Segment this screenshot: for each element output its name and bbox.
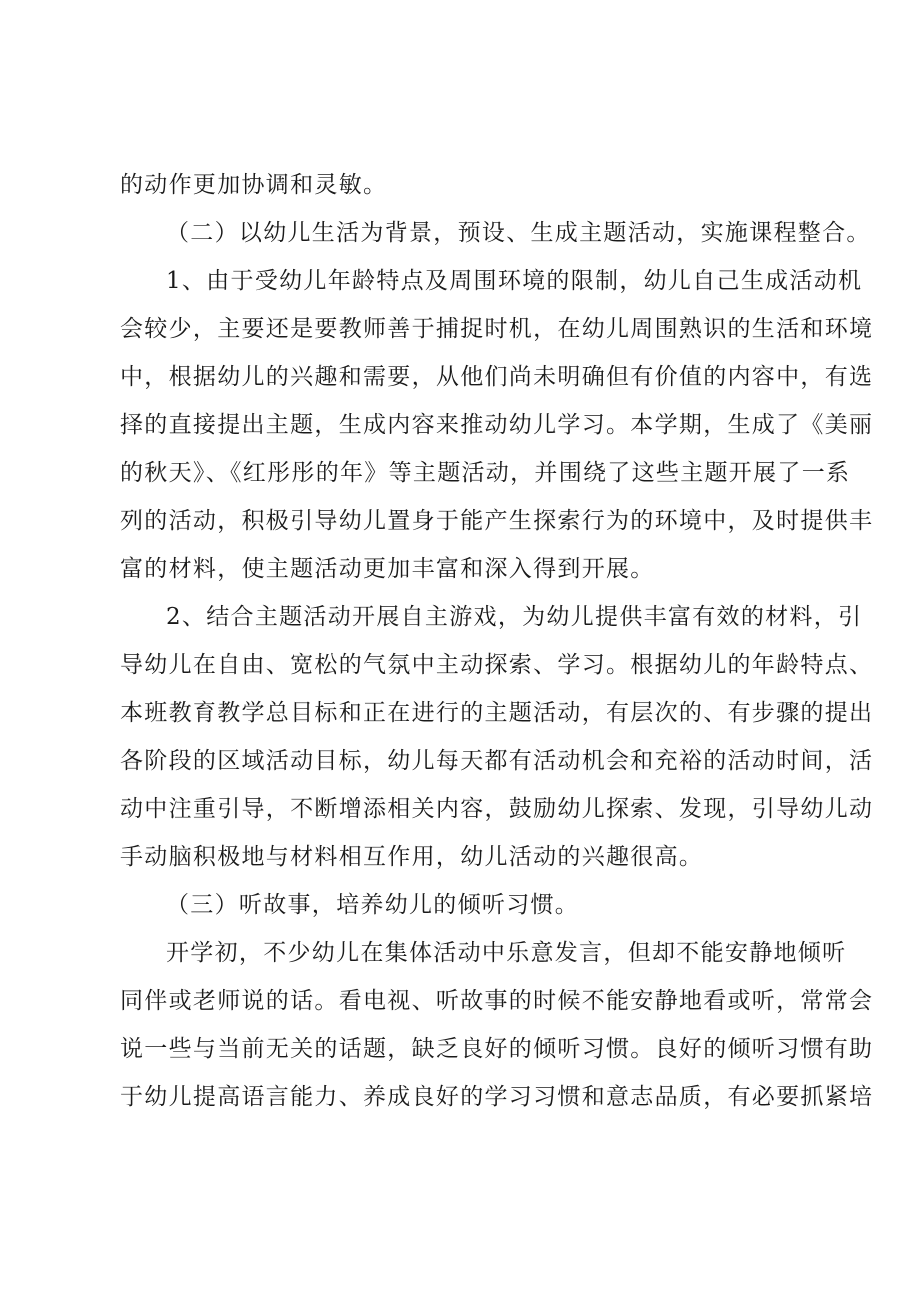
text-line: 择的直接提出主题，生成内容来推动幼儿学习。本学期，生成了《美丽 [120,412,874,438]
text-line: 的动作更加协调和灵敏。 [120,172,388,198]
section-heading: （三）听故事，培养幼儿的倾听习惯。 [166,892,580,918]
text-line: 会较少，主要还是要教师善于捕捉时机，在幼儿周围熟识的生活和环境 [120,316,874,342]
text-line: 富的材料，使主题活动更加丰富和深入得到开展。 [120,556,655,582]
text-line: 1、由于受幼儿年龄特点及周围环境的限制，幼儿自己生成活动机 [166,268,863,294]
text-line: 各阶段的区域活动目标，幼儿每天都有活动机会和充裕的活动时间，活 [120,748,874,774]
text-line: 2、结合主题活动开展自主游戏，为幼儿提供丰富有效的材料，引 [166,604,863,630]
text-line: 导幼儿在自由、宽松的气氛中主动探索、学习。根据幼儿的年龄特点、 [120,652,874,678]
text-line: 的秋天》、《红彤彤的年》等主题活动，并围绕了这些主题开展了一系 [120,460,851,486]
text-line: 手动脑积极地与材料相互作用，幼儿活动的兴趣很高。 [120,844,704,870]
text-line: 本班教育教学总目标和正在进行的主题活动，有层次的、有步骤的提出 [120,700,874,726]
text-line: 列的活动，积极引导幼儿置身于能产生探索行为的环境中，及时提供丰 [120,508,874,534]
text-line: 于幼儿提高语言能力、养成良好的学习习惯和意志品质，有必要抓紧培 [120,1084,874,1110]
text-line: 说一些与当前无关的话题，缺乏良好的倾听习惯。良好的倾听习惯有助 [120,1036,874,1062]
text-line: 中，根据幼儿的兴趣和需要，从他们尚未明确但有价值的内容中，有选 [120,364,874,390]
section-heading: （二）以幼儿生活为背景，预设、生成主题活动，实施课程整合。 [166,220,871,246]
text-line: 动中注重引导，不断增添相关内容，鼓励幼儿探索、发现，引导幼儿动 [120,796,874,822]
text-line: 同伴或老师说的话。看电视、听故事的时候不能安静地看或听，常常会 [120,988,874,1014]
text-line: 开学初，不少幼儿在集体活动中乐意发言，但却不能安静地倾听 [166,940,847,966]
